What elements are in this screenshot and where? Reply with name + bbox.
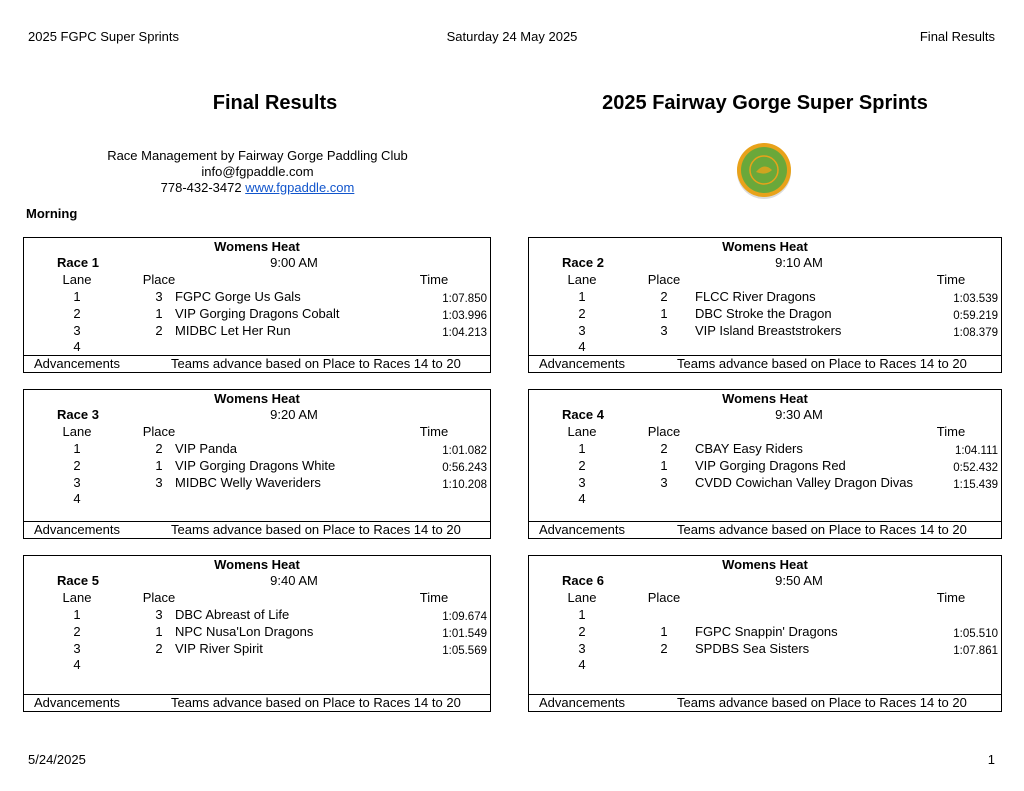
- footer-date: 5/24/2025: [28, 752, 86, 767]
- team-name: SPDBS Sea Sisters: [695, 641, 810, 656]
- team-name: DBC Stroke the Dragon: [695, 306, 832, 321]
- place-header: Place: [647, 590, 681, 605]
- column-header-row: [529, 272, 1001, 288]
- lane-number: 3: [73, 323, 81, 338]
- lane-number: 4: [73, 339, 81, 354]
- team-name: FGPC Snappin' Dragons: [695, 624, 838, 639]
- race-box: [23, 237, 491, 373]
- race-time: 1:04.111: [954, 445, 998, 457]
- race-number: Race 2: [562, 255, 604, 270]
- advancements-row: [529, 355, 1001, 372]
- lane-number: 1: [73, 607, 81, 622]
- time-header: Time: [419, 272, 449, 287]
- race-time: 1:03.539: [953, 293, 998, 305]
- race-category-row: [529, 557, 1001, 573]
- result-row: [24, 458, 490, 474]
- result-row: [24, 289, 490, 305]
- race-time: 1:03.996: [442, 310, 487, 322]
- race-time: 0:56.243: [442, 462, 487, 474]
- column-header-row: [24, 424, 490, 440]
- race-number: Race 1: [57, 255, 99, 270]
- finish-place: 3: [660, 475, 668, 490]
- lane-number: 3: [73, 641, 81, 656]
- race-heading-row: [24, 407, 490, 423]
- advancements-label: Advancements: [539, 356, 625, 371]
- finish-place: 3: [155, 289, 163, 304]
- lane-number: 2: [578, 458, 586, 473]
- team-name: VIP Gorging Dragons White: [175, 458, 336, 473]
- race-heading-row: [24, 255, 490, 271]
- column-header-row: [24, 590, 490, 606]
- lane-number: 2: [578, 624, 586, 639]
- result-row: [529, 624, 1001, 640]
- finish-place: 2: [155, 441, 163, 456]
- advancement-note: Teams advance based on Place to Races 14 to 20: [171, 356, 461, 371]
- result-row: [529, 475, 1001, 491]
- race-heading-row: [529, 407, 1001, 423]
- team-name: VIP Panda: [175, 441, 237, 456]
- race-start-time: 9:20 AM: [270, 407, 318, 422]
- column-header-row: [529, 590, 1001, 606]
- race-time: 1:05.510: [953, 628, 998, 640]
- race-time: 1:10.208: [442, 479, 487, 491]
- race-start-time: 9:40 AM: [270, 573, 318, 588]
- lane-number: 4: [578, 657, 586, 672]
- race-time: 0:59.219: [953, 310, 998, 322]
- contact-phone-website: [90, 180, 425, 196]
- time-header: Time: [419, 590, 449, 605]
- race-number: Race 5: [57, 573, 99, 588]
- lane-number: 1: [73, 441, 81, 456]
- finish-place: 1: [660, 306, 668, 321]
- advancement-note: Teams advance based on Place to Races 14 to 20: [677, 695, 967, 710]
- race-box: [528, 555, 1002, 712]
- header-event-name: 2025 FGPC Super Sprints: [28, 29, 180, 44]
- result-row: [24, 607, 490, 623]
- time-header: Time: [936, 590, 966, 605]
- race-time: 1:07.861: [953, 645, 998, 657]
- page-title: Final Results: [212, 92, 338, 114]
- team-name: MIDBC Let Her Run: [175, 323, 291, 338]
- result-row: [24, 306, 490, 322]
- contact-phone: 778-432-3472: [160, 180, 242, 195]
- column-header-row: [529, 424, 1001, 440]
- race-category-row: [24, 239, 490, 255]
- advancement-note: Teams advance based on Place to Races 14 to 20: [677, 356, 967, 371]
- advancements-row: [24, 521, 490, 538]
- race-category: Womens Heat: [722, 557, 808, 572]
- race-category: Womens Heat: [722, 239, 808, 254]
- team-name: CVDD Cowichan Valley Dragon Divas: [695, 475, 913, 490]
- race-time: 1:01.082: [442, 445, 487, 457]
- contact-email: info@fgpaddle.com: [201, 164, 314, 179]
- advancements-row: [24, 694, 490, 711]
- race-start-time: 9:50 AM: [775, 573, 823, 588]
- lane-number: 4: [73, 657, 81, 672]
- finish-place: 2: [660, 441, 668, 456]
- club-logo-icon: [735, 141, 793, 199]
- lane-number: 1: [578, 607, 586, 622]
- race-heading-row: [24, 573, 490, 589]
- time-header: Time: [936, 424, 966, 439]
- race-start-time: 9:30 AM: [775, 407, 823, 422]
- race-time: 1:05.569: [442, 645, 487, 657]
- finish-place: 3: [155, 607, 163, 622]
- team-name: FLCC River Dragons: [695, 289, 816, 304]
- finish-place: 2: [660, 289, 668, 304]
- place-header: Place: [142, 590, 176, 605]
- event-title: 2025 Fairway Gorge Super Sprints: [602, 92, 928, 114]
- result-row: [24, 491, 490, 507]
- finish-place: 1: [660, 624, 668, 639]
- advancements-label: Advancements: [34, 522, 120, 537]
- race-time: 1:01.549: [442, 628, 487, 640]
- place-header: Place: [647, 424, 681, 439]
- header-date: Saturday 24 May 2025: [446, 29, 578, 44]
- team-name: FGPC Gorge Us Gals: [175, 289, 301, 304]
- lane-header: Lane: [62, 272, 92, 287]
- race-management-line: Race Management by Fairway Gorge Paddling Club: [107, 148, 408, 163]
- race-category-row: [529, 391, 1001, 407]
- race-number: Race 3: [57, 407, 99, 422]
- race-category: Womens Heat: [214, 557, 300, 572]
- result-row: [529, 339, 1001, 355]
- result-row: [529, 657, 1001, 673]
- result-row: [24, 441, 490, 457]
- session-label: Morning: [26, 206, 78, 221]
- race-time: 1:04.213: [442, 327, 487, 339]
- race-box: [23, 555, 491, 712]
- lane-number: 1: [73, 289, 81, 304]
- finish-place: 1: [155, 458, 163, 473]
- result-row: [529, 607, 1001, 623]
- result-row: [529, 289, 1001, 305]
- advancements-label: Advancements: [34, 356, 120, 371]
- lane-number: 3: [73, 475, 81, 490]
- result-row: [24, 624, 490, 640]
- race-box: [528, 389, 1002, 539]
- advancements-label: Advancements: [539, 522, 625, 537]
- finish-place: 1: [155, 306, 163, 321]
- result-row: [529, 491, 1001, 507]
- team-name: CBAY Easy Riders: [695, 441, 803, 456]
- lane-header: Lane: [567, 272, 597, 287]
- finish-place: 2: [155, 641, 163, 656]
- race-category-row: [24, 391, 490, 407]
- advancements-label: Advancements: [539, 695, 625, 710]
- lane-number: 4: [73, 491, 81, 506]
- lane-number: 2: [578, 306, 586, 321]
- website-link[interactable]: www.fgpaddle.com: [245, 180, 355, 195]
- race-category: Womens Heat: [214, 391, 300, 406]
- lane-number: 3: [578, 475, 586, 490]
- race-time: 0:52.432: [953, 462, 998, 474]
- race-category-row: [24, 557, 490, 573]
- race-category-row: [529, 239, 1001, 255]
- race-number: Race 6: [562, 573, 604, 588]
- race-heading-row: [529, 573, 1001, 589]
- contact-block: [90, 148, 425, 196]
- result-row: [529, 441, 1001, 457]
- lane-number: 3: [578, 323, 586, 338]
- page-number: 1: [987, 752, 995, 767]
- place-header: Place: [142, 272, 176, 287]
- race-category: Womens Heat: [722, 391, 808, 406]
- lane-number: 1: [578, 289, 586, 304]
- result-row: [24, 641, 490, 657]
- finish-place: 3: [660, 323, 668, 338]
- result-row: [24, 657, 490, 673]
- race-start-time: 9:10 AM: [775, 255, 823, 270]
- lane-header: Lane: [567, 424, 597, 439]
- lane-number: 3: [578, 641, 586, 656]
- race-number: Race 4: [562, 407, 604, 422]
- lane-number: 2: [73, 458, 81, 473]
- finish-place: 1: [660, 458, 668, 473]
- column-header-row: [24, 272, 490, 288]
- team-name: NPC Nusa'Lon Dragons: [175, 624, 314, 639]
- finish-place: 1: [155, 624, 163, 639]
- lane-header: Lane: [567, 590, 597, 605]
- race-time: 1:07.850: [442, 293, 487, 305]
- lane-number: 4: [578, 339, 586, 354]
- result-row: [529, 306, 1001, 322]
- place-header: Place: [142, 424, 176, 439]
- time-header: Time: [936, 272, 966, 287]
- result-row: [529, 641, 1001, 657]
- race-box: [528, 237, 1002, 373]
- place-header: Place: [647, 272, 681, 287]
- lane-header: Lane: [62, 424, 92, 439]
- result-row: [24, 475, 490, 491]
- team-name: MIDBC Welly Waveriders: [175, 475, 321, 490]
- advancement-note: Teams advance based on Place to Races 14 to 20: [171, 695, 461, 710]
- race-time: 1:15.439: [953, 479, 998, 491]
- advancements-row: [529, 694, 1001, 711]
- advancements-label: Advancements: [34, 695, 120, 710]
- result-row: [529, 323, 1001, 339]
- team-name: VIP Gorging Dragons Cobalt: [175, 306, 340, 321]
- race-heading-row: [529, 255, 1001, 271]
- time-header: Time: [419, 424, 449, 439]
- result-row: [24, 323, 490, 339]
- lane-number: 4: [578, 491, 586, 506]
- lane-number: 2: [73, 624, 81, 639]
- finish-place: 2: [155, 323, 163, 338]
- team-name: VIP Island Breaststrokers: [695, 323, 842, 338]
- race-time: 1:08.379: [953, 327, 998, 339]
- team-name: DBC Abreast of Life: [175, 607, 290, 622]
- advancement-note: Teams advance based on Place to Races 14 to 20: [677, 522, 967, 537]
- advancement-note: Teams advance based on Place to Races 14 to 20: [171, 522, 461, 537]
- finish-place: 3: [155, 475, 163, 490]
- team-name: VIP Gorging Dragons Red: [695, 458, 846, 473]
- lane-header: Lane: [62, 590, 92, 605]
- team-name: VIP River Spirit: [175, 641, 263, 656]
- finish-place: 2: [660, 641, 668, 656]
- lane-number: 1: [578, 441, 586, 456]
- lane-number: 2: [73, 306, 81, 321]
- race-time: 1:09.674: [442, 611, 487, 623]
- advancements-row: [529, 521, 1001, 538]
- race-start-time: 9:00 AM: [270, 255, 318, 270]
- result-row: [529, 458, 1001, 474]
- race-box: [23, 389, 491, 539]
- advancements-row: [24, 355, 490, 372]
- result-row: [24, 339, 490, 355]
- header-doc-type: Final Results: [919, 29, 995, 44]
- race-category: Womens Heat: [214, 239, 300, 254]
